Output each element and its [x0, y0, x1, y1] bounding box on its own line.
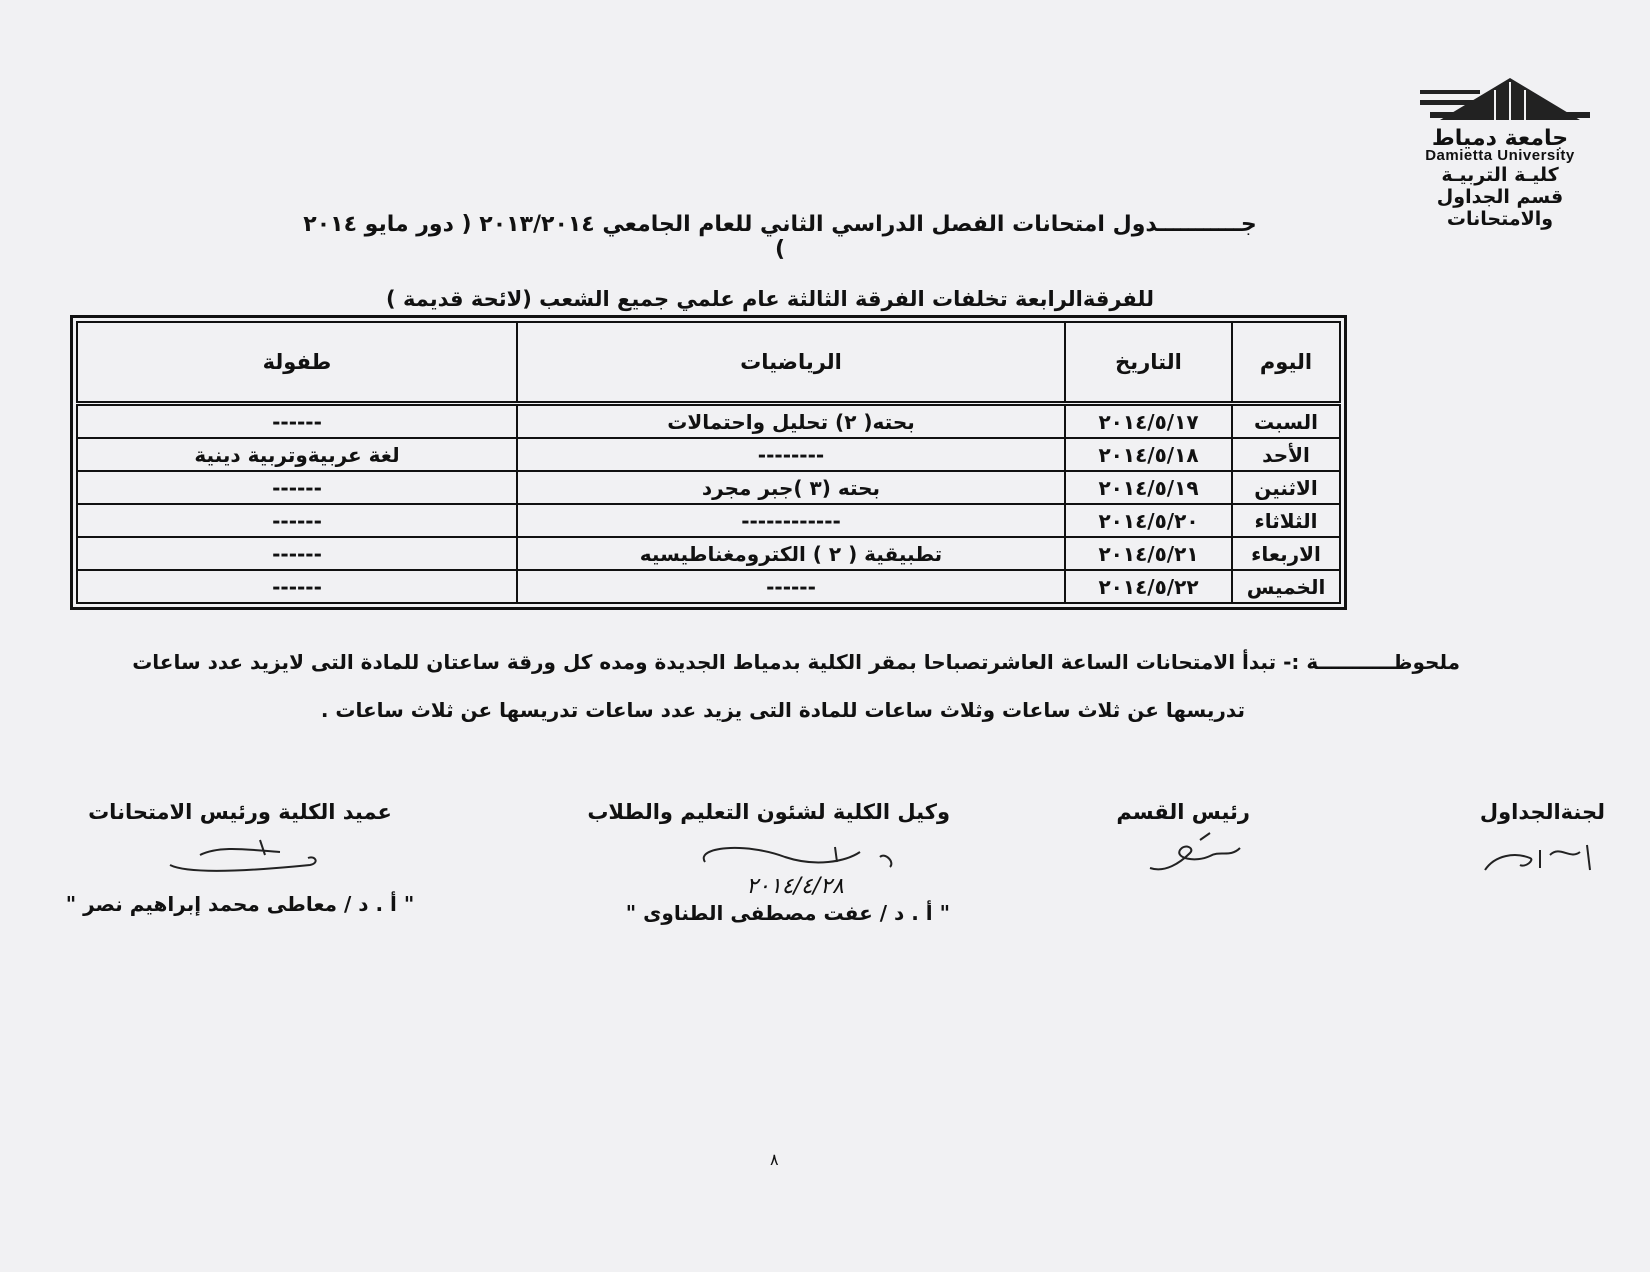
cell-day: السبت: [1232, 404, 1340, 439]
cell-math: تطبيقية ( ٢ ) الكترومغناطيسيه: [517, 537, 1065, 570]
table-row: [77, 471, 1340, 504]
university-name-arabic: جامعة دمياط: [1431, 126, 1569, 151]
table-row: [77, 404, 1340, 439]
cell-math: ------------: [517, 504, 1065, 537]
table-row: [77, 438, 1340, 471]
cell-childhood: ------: [77, 570, 517, 603]
damietta-university-logo: [1400, 70, 1600, 130]
vice-dean-title: وكيل الكلية لشئون التعليم والطلاب: [587, 800, 950, 824]
header-date: التاريخ: [1065, 322, 1232, 404]
cell-math: بحته( ٢) تحليل واحتمالات: [517, 404, 1065, 439]
header-math: الرياضيات: [517, 322, 1065, 404]
committee-title: لجنةالجداول: [1479, 800, 1605, 824]
vice-dean-name: " أ . د / عفت مصطفى الطناوى ": [625, 901, 950, 925]
exam-schedule-table: [70, 315, 1347, 610]
cell-day: الأحد: [1232, 438, 1340, 471]
dean-signature: [140, 830, 340, 880]
university-header: [1390, 70, 1610, 230]
cell-day: الخميس: [1232, 570, 1340, 603]
cell-childhood: ------: [77, 537, 517, 570]
cell-childhood: ------: [77, 404, 517, 439]
signature-block-dean: [60, 800, 420, 916]
signature-block-dept-head: [1116, 800, 1250, 887]
faculty-name: كليـة التربيـة: [1441, 164, 1559, 186]
signature-block-committee: [1475, 800, 1605, 884]
dept-head-signature: [1140, 828, 1250, 883]
table-row: [77, 537, 1340, 570]
cell-childhood: ------: [77, 504, 517, 537]
header-day: اليوم: [1232, 322, 1340, 404]
cell-day: الاربعاء: [1232, 537, 1340, 570]
cell-date: ٢٠١٤/٥/١٧: [1065, 404, 1232, 439]
cell-math: ------: [517, 570, 1065, 603]
department-name: قسم الجداول والامتحانات: [1436, 186, 1564, 230]
cell-date: ٢٠١٤/٥/٢٢: [1065, 570, 1232, 603]
note-line-1: ملحوظـــــــــــة :- تبدأ الامتحانات الساعة العاشرتصباحا بمقر الكلية بدمياط الجديدة ومده كل ورقة ساعتان للمادة التى لايزيد عدد ساعات: [132, 650, 1460, 674]
page-number: ٨: [770, 1150, 779, 1169]
cell-date: ٢٠١٤/٥/١٩: [1065, 471, 1232, 504]
document-title: جـــــــــــدول امتحانات الفصل الدراسي الثاني للعام الجامعي ٢٠١٣/٢٠١٤ ( دور مايو ٢٠١٤ ): [303, 212, 1257, 262]
vice-dean-signature: [685, 832, 905, 874]
header-childhood: طفولة: [77, 322, 517, 404]
cell-math: بحته (٣ )جبر مجرد: [517, 471, 1065, 504]
table-row: [77, 570, 1340, 603]
cell-childhood: ------: [77, 471, 517, 504]
cell-day: الاثنين: [1232, 471, 1340, 504]
signature-block-vice-dean: [587, 800, 950, 925]
dean-name: " أ . د / معاطى محمد إبراهيم نصر ": [65, 892, 415, 916]
dept-head-title: رئيس القسم: [1116, 800, 1250, 824]
cell-day: الثلاثاء: [1232, 504, 1340, 537]
note-line-2: تدريسها عن ثلاث ساعات وثلاث ساعات للمادة التى يزيد عدد ساعات تدريسها عن ثلاث ساعات .: [320, 698, 1245, 722]
cell-date: ٢٠١٤/٥/٢١: [1065, 537, 1232, 570]
committee-signature: [1475, 830, 1605, 880]
university-name-english: Damietta University: [1425, 147, 1575, 164]
cell-date: ٢٠١٤/٥/٢٠: [1065, 504, 1232, 537]
document-subtitle: للفرقةالرابعة تخلفات الفرقة الثالثة عام علمي جميع الشعب (لائحة قديمة ): [386, 287, 1154, 311]
cell-date: ٢٠١٤/٥/١٨: [1065, 438, 1232, 471]
cell-childhood: لغة عربيةوتربية دينية: [77, 438, 517, 471]
vice-dean-handwritten-date: ٢٠١٤/٤/٢٨: [746, 874, 844, 899]
dean-title: عميد الكلية ورئيس الامتحانات: [88, 800, 392, 824]
cell-math: --------: [517, 438, 1065, 471]
table-header-row: [77, 322, 1340, 404]
table-row: [77, 504, 1340, 537]
